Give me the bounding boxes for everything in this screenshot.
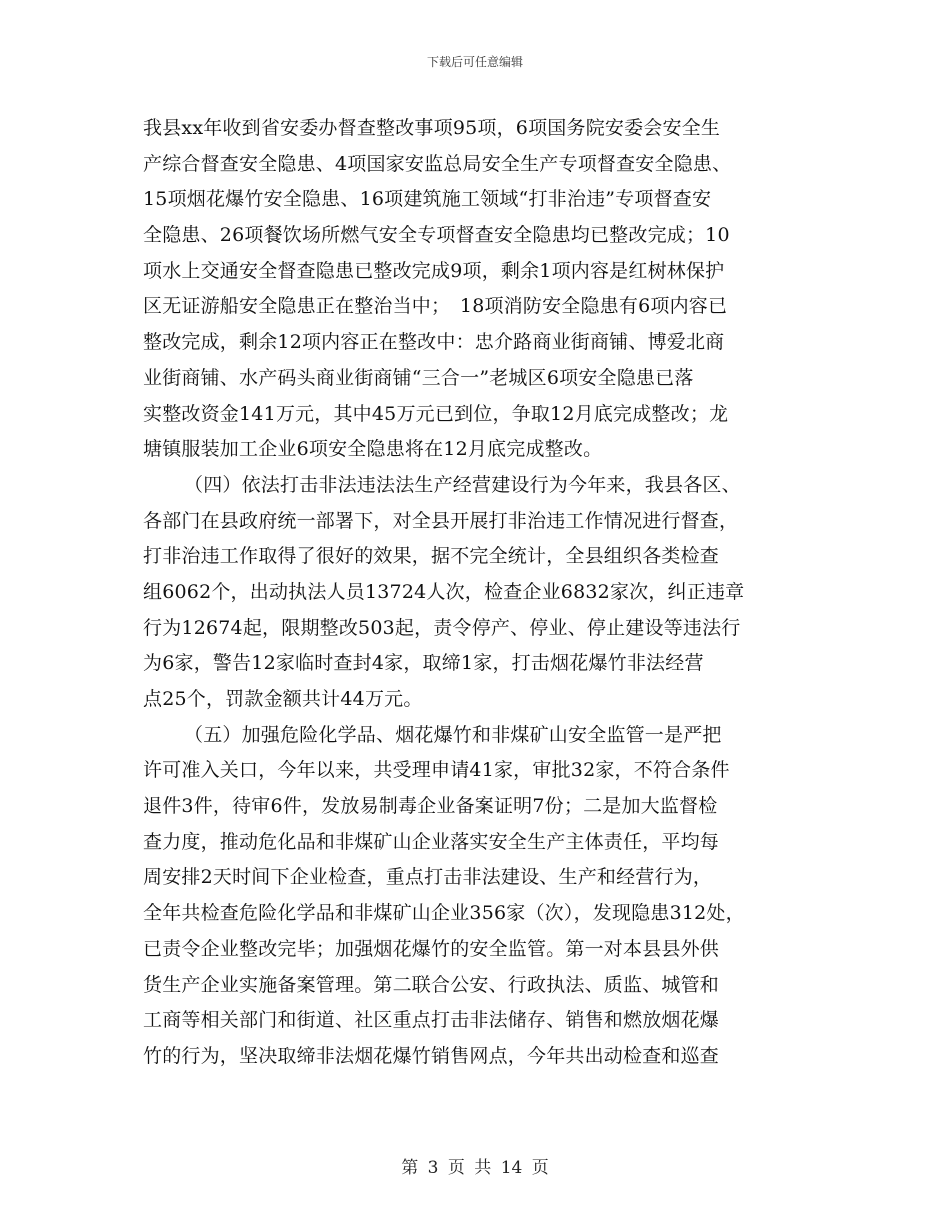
text-line: 退件3件，待审6件，发放易制毒企业备案证明7份；二是加大监督检	[143, 795, 718, 818]
text-line: 产综合督查安全隐患、4项国家安监总局安全生产专项督查安全隐患、	[143, 152, 732, 175]
document-body	[143, 111, 813, 1075]
text-line: 工商等相关部门和街道、社区重点打击非法储存、销售和燃放烟花爆	[143, 1009, 720, 1032]
text-line: 项水上交通安全督查隐患已整改完成9项，剩余1项内容是红树林保护	[143, 259, 725, 282]
text-line: 已责令企业整改完毕；加强烟花爆竹的安全监管。第一对本县县外供	[143, 937, 720, 960]
text-line: 我县xx年收到省安委办督查整改事项95项，6项国务院安委会安全生	[143, 117, 721, 139]
text-line: 货生产企业实施备案管理。第二联合公安、行政执法、质监、城管和	[143, 973, 720, 996]
paragraph-start-line: （五）加强危险化学品、烟花爆竹和非煤矿山安全监管一是严把	[184, 723, 722, 746]
text-line: 查力度，推动危化品和非煤矿山企业落实安全生产主体责任，平均每	[143, 830, 720, 853]
text-line: 周安排2天时间下企业检查，重点打击非法建设、生产和经营行为，	[143, 866, 713, 889]
text-line: 塘镇服装加工企业6项安全隐患将在12月底完成整改。	[143, 438, 603, 461]
text-line: 全隐患、26项餐饮场所燃气安全专项督查安全隐患均已整改完成；10	[143, 224, 730, 247]
text-line: 竹的行为，坚决取缔非法烟花爆竹销售网点，今年共出动检查和巡查	[143, 1044, 720, 1067]
paragraph-start-line: （四）依法打击非法违法法生产经营建设行为今年来，我县各区、	[184, 473, 741, 496]
text-line: 15项烟花爆竹安全隐患、16项建筑施工领域“打非治违”专项督查安	[143, 188, 712, 211]
text-line: 实整改资金141万元，其中45万元已到位，争取12月底完成整改；龙	[143, 402, 729, 425]
page-number-footer: 第 3 页 共 14 页	[401, 1158, 549, 1178]
text-line: 许可准入关口，今年以来，共受理申请41家，审批32家，不符合条件	[143, 759, 730, 782]
text-line: 组6062个，出动执法人员13724人次，检查企业6832家次，纠正违章	[143, 580, 745, 603]
text-line: 整改完成，剩余12项内容正在整改中：忠介路商业街商铺、博爱北商	[143, 331, 725, 354]
text-line: 为6家，警告12家临时查封4家，取缔1家，打击烟花爆竹非法经营	[143, 652, 704, 675]
page-header-note: 下载后可任意编辑	[426, 55, 523, 69]
text-line: 打非治违工作取得了很好的效果，据不完全统计，全县组织各类检查	[143, 545, 720, 568]
text-line: 全年共检查危险化学品和非煤矿山企业356家（次），发现隐患312处，	[143, 902, 745, 925]
text-line: 行为12674起，限期整改503起，责令停产、停业、停止建设等违法行	[143, 616, 741, 639]
text-line: 业街商铺、水产码头商业街商铺“三合一”老城区6项安全隐患已落	[143, 366, 694, 389]
text-line: 区无证游船安全隐患正在整治当中； 18项消防安全隐患有6项内容已	[143, 295, 728, 318]
text-line: 各部门在县政府统一部署下，对全县开展打非治违工作情况进行督查，	[143, 509, 739, 532]
text-line: 点25个，罚款金额共计44万元。	[143, 688, 423, 710]
